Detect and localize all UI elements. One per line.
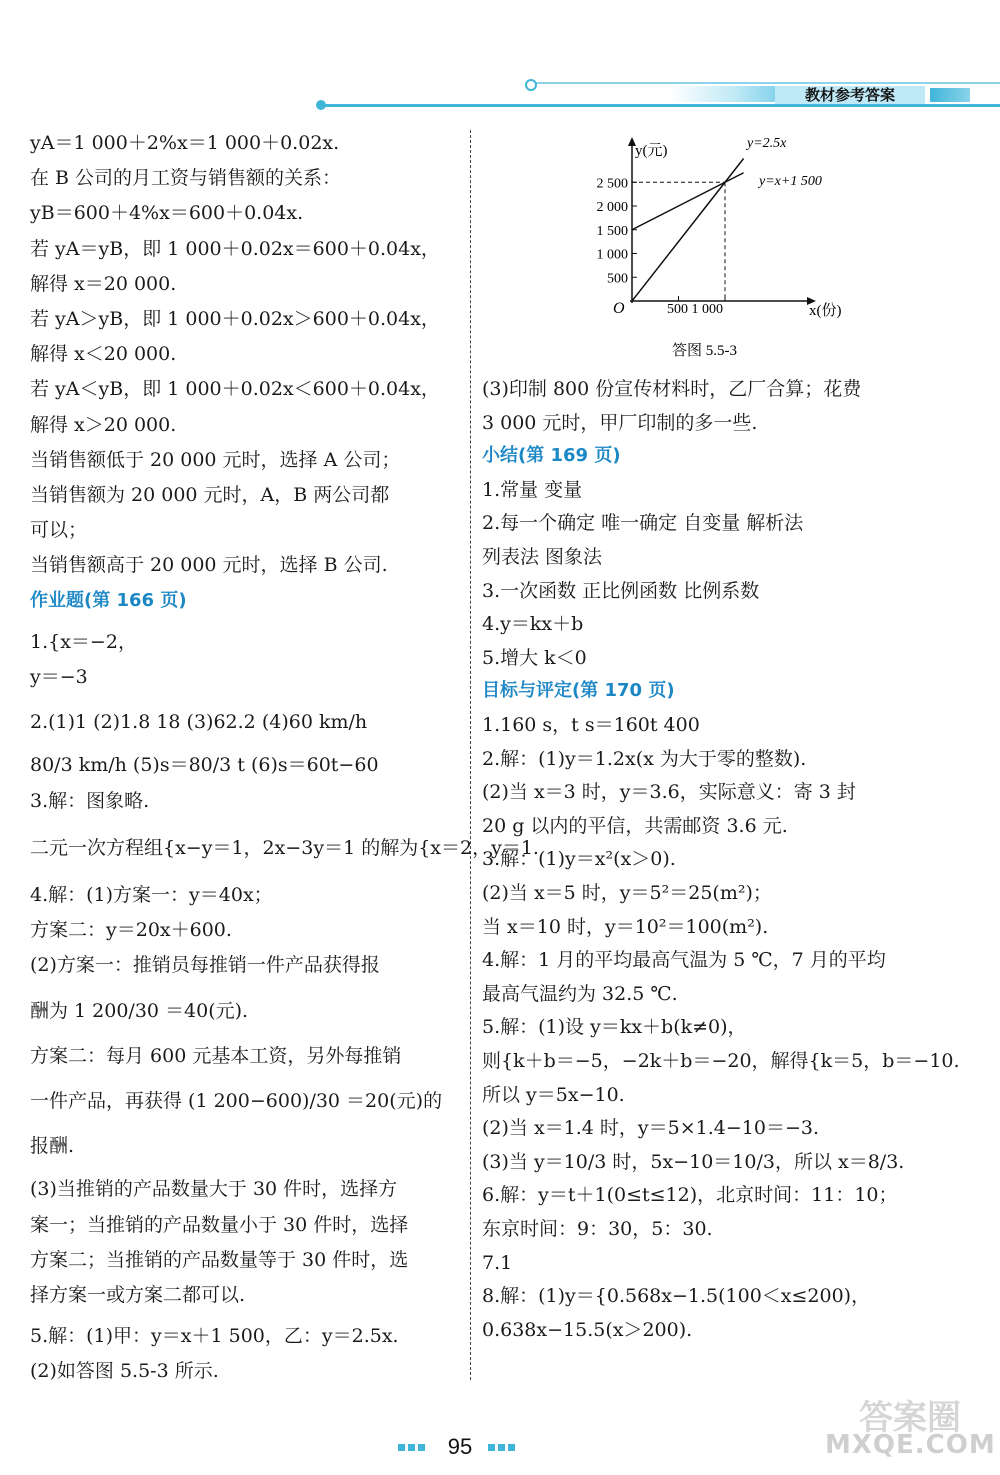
text-line: 当销售额高于 20 000 元时，选择 B 公司. <box>30 554 388 577</box>
header-decoration <box>930 88 970 102</box>
text-line: 解得 x＜20 000. <box>30 343 177 366</box>
text-line: 3 000 元时，甲厂印制的多一些. <box>482 411 758 434</box>
watermark-site: MXQE.COM <box>825 1430 996 1460</box>
text-line: 1.常量 变量 <box>482 478 583 501</box>
chart-yticks <box>597 176 726 301</box>
header-dot-icon <box>316 100 326 110</box>
chart-ytick-label: 2 000 <box>596 200 628 215</box>
header-decoration <box>670 86 780 102</box>
section-heading: 目标与评定(第 170 页) <box>482 680 675 702</box>
watermark <box>825 1390 995 1470</box>
text-line: (3)印制 800 份宣传材料时，乙厂合算；花费 <box>482 378 862 400</box>
text-line: 6.解：y＝t＋1(0≤t≤12)，北京时间：11：10； <box>482 1184 898 1207</box>
page-header <box>320 82 1000 112</box>
text-line: 1.{x＝−2， <box>30 630 137 653</box>
text-line: (2)当 x＝1.4 时，y＝5×1.4−10＝−3. <box>482 1117 820 1140</box>
text-line: 则{k＋b＝−5，−2k＋b＝−20，解得{k＝5，b＝−10. <box>482 1050 960 1072</box>
text-line: 2.(1)1 (2)1.8 18 (3)62.2 (4)60 km/h <box>30 711 368 734</box>
text-line: 所以 y＝5x−10. <box>482 1083 625 1106</box>
text-line: 80/3 km/h (5)s＝80/3 t (6)s＝60t−60 <box>30 754 379 777</box>
footer-square-icon <box>418 1444 425 1451</box>
chart-caption: 答图 5.5-3 <box>672 343 737 359</box>
footer-square-icon <box>488 1444 495 1451</box>
column-divider <box>470 130 471 1380</box>
footer-square-icon <box>498 1444 505 1451</box>
section-heading: 小结(第 169 页) <box>482 445 621 467</box>
text-line: yA＝1 000＋2%x＝1 000＋0.02x. <box>30 132 340 154</box>
text-line: 若 yA＞yB，即 1 000＋0.02x＞600＋0.04x， <box>30 308 440 330</box>
text-line: (2)如答图 5.5-3 所示. <box>30 1360 219 1383</box>
text-line: 5.解：(1)设 y＝kx＋b(k≠0)， <box>482 1016 747 1039</box>
chart-line2-label: y=x+1 500 <box>759 174 822 189</box>
text-line: 4.y＝kx＋b <box>482 613 584 636</box>
text-line: 当 x＝10 时，y＝10²＝100(m²). <box>482 915 769 938</box>
text-line: 若 yA＜yB，即 1 000＋0.02x＜600＋0.04x， <box>30 378 440 401</box>
text-line: 方案二：y＝20x＋600. <box>30 919 232 942</box>
text-line: 方案二：每月 600 元基本工资，另外每推销 <box>30 1044 402 1067</box>
text-line: 20 g 以内的平信，共需邮资 3.6 元. <box>482 814 788 837</box>
text-line: 2.每一个确定 唯一确定 自变量 解析法 <box>482 512 804 535</box>
text-line: (3)当推销的产品数量大于 30 件时，选择方 <box>30 1178 398 1201</box>
text-line: y＝−3 <box>30 666 88 688</box>
text-line: 列表法 图象法 <box>482 546 603 568</box>
footer-square-icon <box>398 1444 405 1451</box>
text-line: 7.1 <box>482 1251 513 1274</box>
text-line: 最高气温约为 32.5 ℃. <box>482 982 678 1005</box>
text-line: 解得 x＝20 000. <box>30 272 177 295</box>
chart-y-axis-arrow <box>628 137 636 146</box>
text-line: 1.160 s，t s＝160t 400 <box>482 714 700 736</box>
text-line: (2)方案一：推销员每推销一件产品获得报 <box>30 954 380 977</box>
text-line: 若 yA＝yB，即 1 000＋0.02x＝600＋0.04x， <box>30 237 440 260</box>
text-line: 3.一次函数 正比例函数 比例系数 <box>482 579 760 602</box>
text-line: 4.解：1 月的平均最高气温为 5 ℃，7 月的平均 <box>482 949 886 972</box>
chart-ytick-label: 1 500 <box>596 223 628 239</box>
text-line: 3.解：(1)y＝x²(x＞0). <box>482 848 676 871</box>
chart-origin-label: O <box>613 300 625 317</box>
text-line: 3.解：图象略. <box>30 789 150 812</box>
text-line: (3)当 y＝10/3 时，5x−10＝10/3，所以 x＝8/3. <box>482 1150 905 1173</box>
text-line: 2.解：(1)y＝1.2x(x 为大于零的整数). <box>482 747 807 770</box>
text-line: 二元一次方程组{x−y＝1，2x−3y＝1 的解为{x＝2，y＝1. <box>30 836 539 859</box>
chart-series-line-1 <box>632 159 744 302</box>
text-line: (2)当 x＝5 时，y＝5²＝25(m²)； <box>482 882 772 904</box>
header-title: 教材参考答案 <box>775 86 925 104</box>
footer-square-icon <box>408 1444 415 1451</box>
header-dot-icon <box>525 79 537 91</box>
text-line: 案一；当推销的产品数量小于 30 件时，选择 <box>30 1213 409 1236</box>
chart-ytick-label: 2 500 <box>596 176 628 192</box>
text-line: 方案二；当推销的产品数量等于 30 件时，选 <box>30 1248 409 1271</box>
footer-square-icon <box>508 1444 515 1451</box>
text-line: 当销售额为 20 000 元时，A，B 两公司都 <box>30 484 390 506</box>
answer-figure-chart <box>577 133 857 378</box>
text-line: 5.解：(1)甲：y＝x＋1 500，乙：y＝2.5x. <box>30 1325 399 1348</box>
text-line: 东京时间：9：30，5：30. <box>482 1218 713 1240</box>
text-line: 一件产品，再获得 (1 200−600)/30 ＝20(元)的 <box>30 1090 443 1112</box>
chart-series-line-2 <box>632 173 744 230</box>
chart-series <box>632 159 744 302</box>
text-line: 4.解：(1)方案一：y＝40x； <box>30 884 273 906</box>
header-line <box>320 104 1000 107</box>
chart-ytick-label: 1 000 <box>596 247 628 263</box>
text-line: 酬为 1 200/30 ＝40(元). <box>30 999 249 1022</box>
text-line: 可以； <box>30 519 88 542</box>
section-heading: 作业题(第 166 页) <box>30 589 187 611</box>
chart-xlabel: x(份) <box>809 303 842 319</box>
text-line: 5.增大 k＜0 <box>482 646 587 669</box>
chart-axes <box>628 137 816 305</box>
text-line: 解得 x＞20 000. <box>30 413 177 436</box>
text-line: 择方案一或方案二都可以. <box>30 1284 246 1306</box>
text-line: 报酬. <box>30 1135 75 1158</box>
text-line: (2)当 x＝3 时，y＝3.6，实际意义：寄 3 封 <box>482 781 856 804</box>
header-line <box>530 82 1000 84</box>
chart-line1-label: y=2.5x <box>747 136 787 151</box>
watermark-logo: 答案圈 <box>859 1398 961 1438</box>
chart-svg <box>577 133 857 378</box>
chart-ytick-label: 500 <box>607 271 628 287</box>
text-line: 0.638x−15.5(x＞200). <box>482 1318 693 1341</box>
chart-xtick-labels: 500 1 000 <box>667 302 723 317</box>
text-line: 8.解：(1)y＝{0.568x−1.5(100＜x≤200)， <box>482 1285 871 1308</box>
text-line: 当销售额低于 20 000 元时，选择 A 公司； <box>30 448 401 471</box>
chart-ylabel: y(元) <box>635 143 668 159</box>
text-line: yB＝600＋4%x＝600＋0.04x. <box>30 202 304 225</box>
page-number: 95 <box>447 1434 473 1459</box>
text-line: 在 B 公司的月工资与销售额的关系： <box>30 167 342 190</box>
